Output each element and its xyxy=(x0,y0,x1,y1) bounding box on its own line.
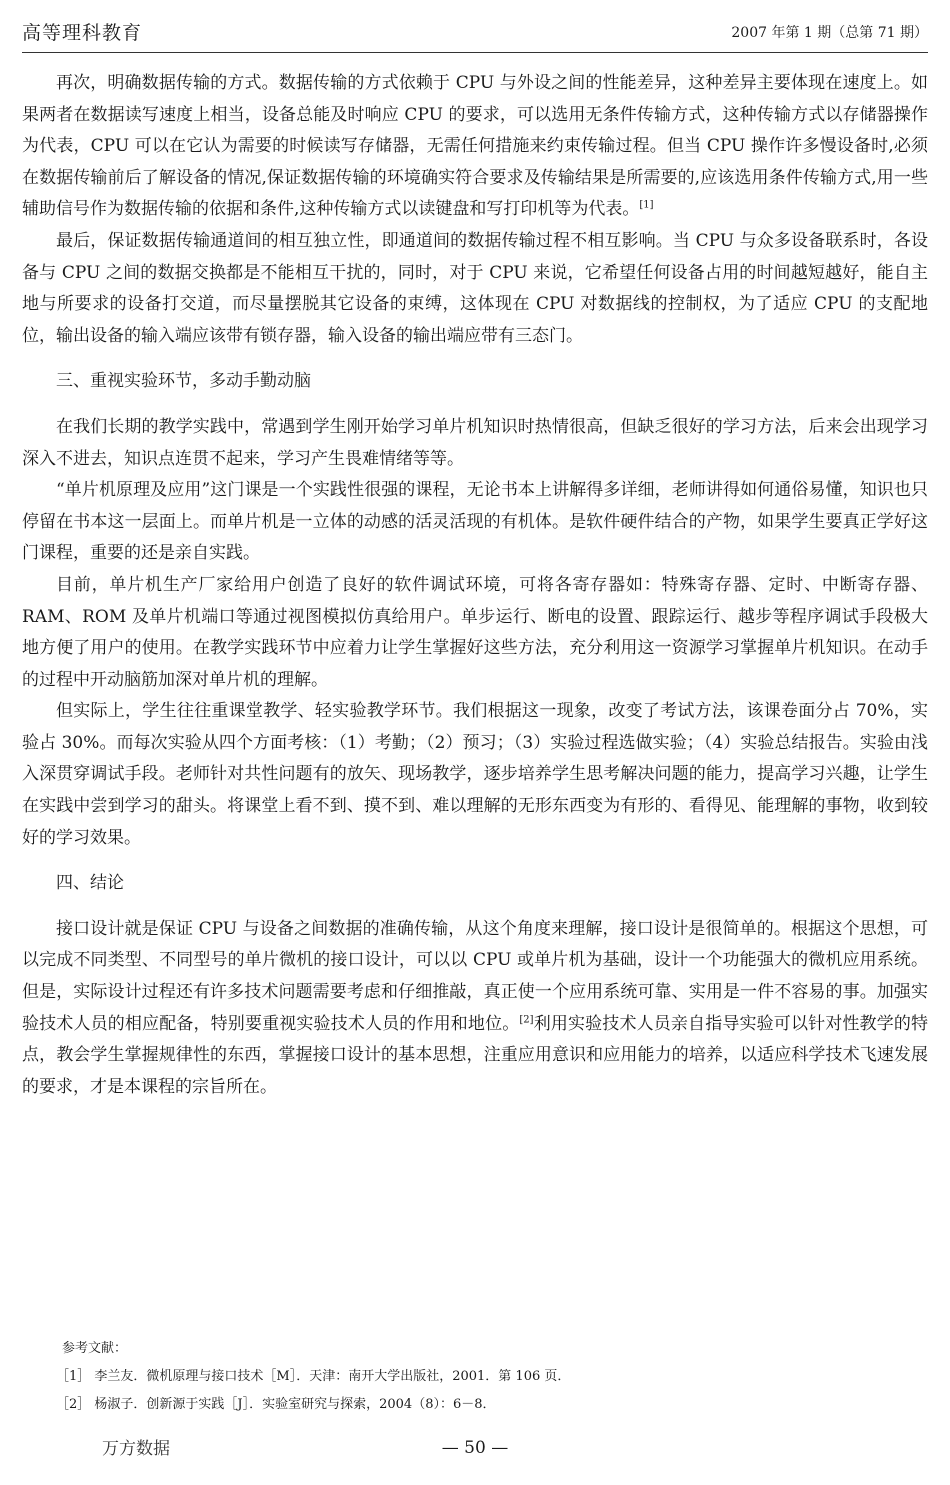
article-body xyxy=(22,68,928,1103)
references xyxy=(56,1336,922,1420)
reference-list xyxy=(56,1364,922,1418)
paragraph-text: 接口设计就是保证 CPU 与设备之间数据的准确传输，从这个角度来理解，接口设计是很简单的。根据这个思想，可以完成不同类型、不同型号的单片微机的接口设计，可以以 CPU 或单片机为基础，设计一个功能强大的微机应用系统。但是，实际设计过程还有许多技术问题需要考虑和仔细推敲，真正使一个应用系统可靠、实用是一件不容易的事。加强实验技术人员的相应配备，特别要重视实验技术人员的作用和地位。 xyxy=(22,918,928,1034)
reference-item: ［2］ 杨淑子．创新源于实践［J］．实验室研究与探索，2004（8）：6－8． xyxy=(56,1397,496,1412)
paragraph xyxy=(22,68,928,226)
citation: [2] xyxy=(519,1013,534,1025)
reference-item: ［1］ 李兰友．微机原理与接口技术［M］．天津：南开大学出版社，2001．第 106 页． xyxy=(56,1369,571,1384)
paragraph: 在我们长期的教学实践中，常遇到学生刚开始学习单片机知识时热情很高，但缺乏很好的学习方法，后来会出现学习深入不进去，知识点连贯不起来，学习产生畏难情绪等等。 xyxy=(22,416,928,469)
section-heading: 三、重视实验环节，多动手勤动脑 xyxy=(56,371,311,392)
issue-info: 2007 年第 1 期（总第 71 期） xyxy=(731,25,928,41)
paragraph: 目前，单片机生产厂家给用户创造了良好的软件调试环境，可将各寄存器如：特殊寄存器、定时、中断寄存器、RAM、ROM 及单片机端口等通过视图模拟仿真给用户。单步运行、断电的设置、跟踪运行、越步等程序调试手段极大地方便了用户的使用。在教学实践环节中应着力让学生掌握好这些方法，充分利用这一资源学习掌握单片机知识。在动手的过程中开动脑筋加深对单片机的理解。 xyxy=(22,574,928,690)
page-number: — 50 — xyxy=(441,1438,509,1458)
journal-name: 高等理科教育 xyxy=(22,22,143,44)
paragraph-text: 再次，明确数据传输的方式。数据传输的方式依赖于 CPU 与外设之间的性能差异，这种差异主要体现在速度上。如果两者在数据读写速度上相当，设备总能及时响应 CPU 的要求，可以选用无条件传输方式，这种传输方式以存储器操作为代表，CPU 可以在它认为需要的时候读写存储器，无需任何措施来约束传输过程。但当 CPU 操作许多慢设备时,必须在数据传输前后了解设备的情况,保证数据传输的环境确实符合要求及传输结果是所需要的,应该选用条件传输方式,用一些辅助信号作为数据传输的依据和条件,这种传输方式以读键盘和写打印机等为代表。 xyxy=(22,73,928,220)
citation: [1] xyxy=(639,199,654,211)
paragraph: 但实际上，学生往往重课堂教学、轻实验教学环节。我们根据这一现象，改变了考试方法，该课卷面分占 70%，实验占 30%。而每次实验从四个方面考核：（1）考勤；（2）预习；（3）实验过程选做实验；（4）实验总结报告。实验由浅入深贯穿调试手段。老师针对共性问题有的放矢、现场教学，逐步培养学生思考解决问题的能力，提高学习兴趣，让学生在实践中尝到学习的甜头。将课堂上看不到、摸不到、难以理解的无形东西变为有形的、看得见、能理解的事物，收到较好的学习效果。 xyxy=(22,701,928,848)
header-rule xyxy=(22,52,928,53)
paragraph xyxy=(22,914,928,1104)
section-heading: 四、结论 xyxy=(56,873,124,894)
references-title: 参考文献： xyxy=(62,1341,128,1356)
page-header xyxy=(22,18,928,50)
paragraph-text: 利用实验技术人员亲自指导实验可以针对性教学的特点，教会学生掌握规律性的东西，掌握接口设计的基本思想，注重应用意识和应用能力的培养，以适应科学技术飞速发展的要求，才是本课程的宗旨所在。 xyxy=(22,1013,929,1097)
paragraph: 最后，保证数据传输通道间的相互独立性，即通道间的数据传输过程不相互影响。当 CPU 与众多设备联系时，各设备与 CPU 之间的数据交换都是不能相互干扰的，同时，对于 CPU 来说，它希望任何设备占用的时间越短越好，能自主地与所要求的设备打交道，而尽量摆脱其它设备的束缚，这体现在 CPU 对数据线的控制权，为了适应 CPU 的支配地位，输出设备的输入端应该带有锁存器，输入设备的输出端应带有三态门。 xyxy=(22,230,928,346)
watermark: 万方数据 xyxy=(102,1439,170,1459)
paragraph: “单片机原理及应用”这门课是一个实践性很强的课程，无论书本上讲解得多详细，老师讲得如何通俗易懂，知识也只停留在书本这一层面上。而单片机是一立体的动感的活灵活现的有机体。是软件硬件结合的产物，如果学生要真正学好这门课程，重要的还是亲自实践。 xyxy=(22,480,928,564)
